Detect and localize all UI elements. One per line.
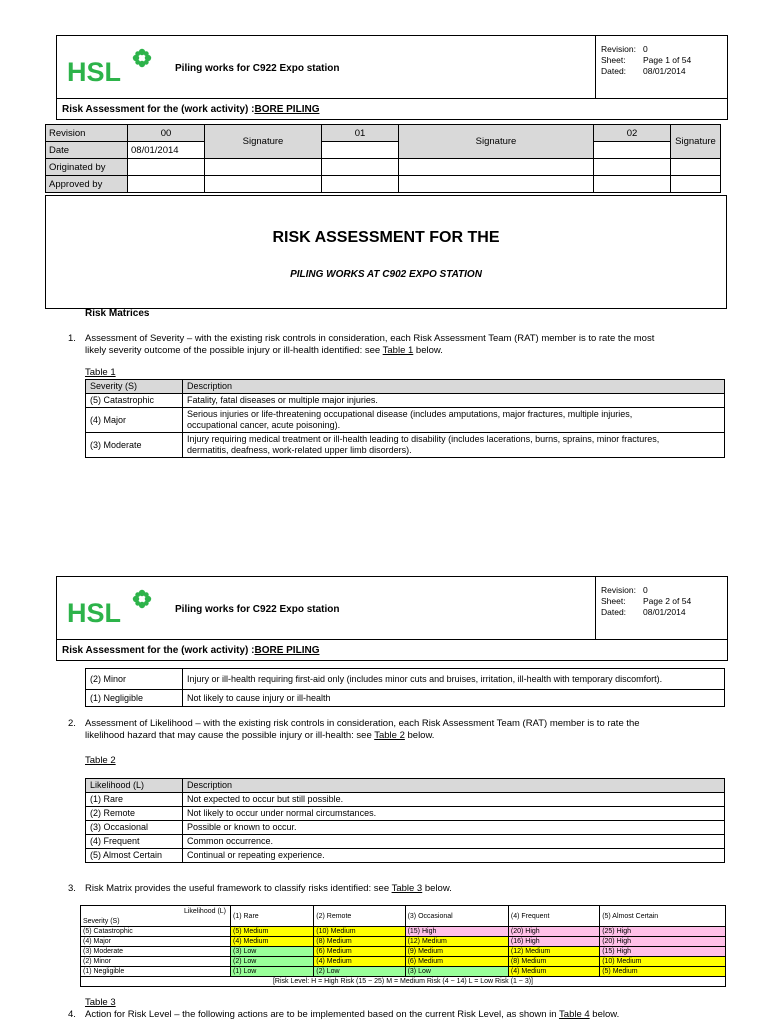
table-3-caption: Table 3	[85, 997, 116, 1008]
table-1-link[interactable]: Table 1	[382, 345, 414, 356]
table-row: (5) Catastrophic Fatality, fatal diseases or multiple major injuries.	[86, 394, 725, 408]
svg-text:HSL: HSL	[67, 57, 121, 87]
revision-table: Revision 00 Signature 01 Signature 02 Signature Date 08/01/2014 Originated by Approved by	[45, 124, 721, 193]
risk-matrix-table: Likelihood (L) Severity (S) (1) Rare (2) Remote (3) Occasional (4) Frequent (5) Almost Certain (5) Catastrophic (5) Medium (10) Medium (15) High (20) High (25) High (4) Major (4) Medium (8) Medium (12) Medium (16) High (20) High (3) Moderate (3) Low (6) Medium (9) Medium (12) Medium (15) High (2) Minor (2) Low (4) Medium (6) Medium (8) Medium (10) Medium (1) Negligible (1) Low (2) Low (3) Low (4) Medium (5) Medium [Risk Level: H = High Risk (15 ~ 25) M = Medium Risk (4 ~ 14) L = Low Risk (1 ~ 3)]	[80, 905, 726, 987]
document-title: RISK ASSESSMENT FOR THE	[272, 229, 500, 246]
activity-line: Risk Assessment for the (work activity) :BORE PILING	[62, 645, 320, 656]
severity-table-continued	[85, 668, 725, 707]
paragraph-2: Assessment of Likelihood – with the existing risk controls in consideration, each Risk Assessment Team (RAT) member is to rate the likelihood hazard that may cause the possible injury or ill-health: see Table 2 below.	[85, 718, 640, 741]
page-header-1	[56, 35, 728, 120]
table-row: (5) Almost Certain Continual or repeating experience.	[86, 849, 725, 863]
risk-matrices-heading: Risk Matrices	[85, 308, 150, 319]
paragraph-3: Risk Matrix provides the useful framework to classify risks identified: see Table 3 below.	[85, 883, 452, 894]
table-row: (4) Frequent Common occurrence.	[86, 835, 725, 849]
table-row: (1) Negligible Not likely to cause injury or ill-health	[86, 690, 725, 707]
table-row: (4) Major Serious injuries or life-threatening occupational disease (includes amputations, major fractures, multiple injuries, occupational cancer, acute poisoning).	[86, 408, 725, 433]
paragraph-4: Action for Risk Level – the following actions are to be implemented based on the current Risk Level, as shown in Table 4 below.	[85, 1009, 620, 1020]
revision-block: Revision: 0 Sheet: Page 2 of 54 Dated: 08/01/2014	[595, 577, 728, 639]
table-row: (4) Major (4) Medium (8) Medium (12) Medium (16) High (20) High	[81, 937, 726, 947]
table-row: (3) Occasional Possible or known to occur.	[86, 821, 725, 835]
severity-table: Severity (S) Description (5) Catastrophic Fatality, fatal diseases or multiple major injuries. (4) Major Serious injuries or life-threatening occupational disease (includes amputations, major fractures, multiple injuries, occupational cancer, acute poisoning). (3) Moderate Injury requiring medical treatment or ill-health leading to disability (includes lacerations, burns, sprains, minor fractures, dermatitis, deafness, work-related upper limb disorders).	[85, 379, 725, 458]
hsl-logo-icon	[67, 48, 157, 88]
table-row: (1) Rare Not expected to occur but still possible.	[86, 793, 725, 807]
title-box	[45, 195, 727, 309]
revision-block: Revision: 0 Sheet: Page 1 of 54 Dated: 08/01/2014	[595, 36, 728, 98]
table-1-caption: Table 1	[85, 367, 116, 378]
page-header-2	[56, 576, 728, 661]
project-title: Piling works for C922 Expo station	[175, 604, 340, 615]
paragraph-1: Assessment of Severity – with the existing risk controls in consideration, each Risk Assessment Team (RAT) member is to rate the most likely severity outcome of the possible injury or ill-health identified: see Table 1 below.	[85, 333, 655, 356]
table-row: (5) Catastrophic (5) Medium (10) Medium (15) High (20) High (25) High	[81, 927, 726, 937]
table-row: (2) Minor Injury or ill-health requiring first-aid only (includes minor cuts and bruises, irritation, ill-health with temporary discomfort).	[86, 669, 725, 690]
svg-text:HSL: HSL	[67, 598, 121, 628]
risk-level-legend: [Risk Level: H = High Risk (15 ~ 25) M = Medium Risk (4 ~ 14) L = Low Risk (1 ~ 3)]	[81, 977, 726, 987]
table-3-link[interactable]: Table 3	[391, 883, 423, 894]
table-row: (2) Minor (2) Low (4) Medium (6) Medium (8) Medium (10) Medium	[81, 957, 726, 967]
project-title: Piling works for C922 Expo station	[175, 63, 340, 74]
likelihood-table: Likelihood (L) Description (1) Rare Not expected to occur but still possible. (2) Remote Not likely to occur under normal circumstances. (3) Occasional Possible or known to occur. (4) Frequent Common occurrence. (5) Almost Certain Continual or repeating experience.	[85, 778, 725, 863]
table-2-link[interactable]: Table 2	[374, 730, 405, 741]
table-row: (1) Negligible (1) Low (2) Low (3) Low (4) Medium (5) Medium	[81, 967, 726, 977]
hsl-logo-icon	[67, 589, 157, 629]
activity-line: Risk Assessment for the (work activity) :BORE PILING	[62, 104, 320, 115]
matrix-corner: Likelihood (L) Severity (S)	[81, 906, 231, 927]
document-subtitle: PILING WORKS AT C902 EXPO STATION	[290, 269, 482, 280]
table-2-caption: Table 2	[85, 755, 116, 766]
table-4-link[interactable]: Table 4	[559, 1009, 590, 1020]
table-row: (3) Moderate (3) Low (6) Medium (9) Medium (12) Medium (15) High	[81, 947, 726, 957]
table-row: (3) Moderate Injury requiring medical treatment or ill-health leading to disability (includes lacerations, burns, sprains, minor fractures, dermatitis, deafness, work-related upper limb disorders).	[86, 433, 725, 458]
table-row: (2) Remote Not likely to occur under normal circumstances.	[86, 807, 725, 821]
